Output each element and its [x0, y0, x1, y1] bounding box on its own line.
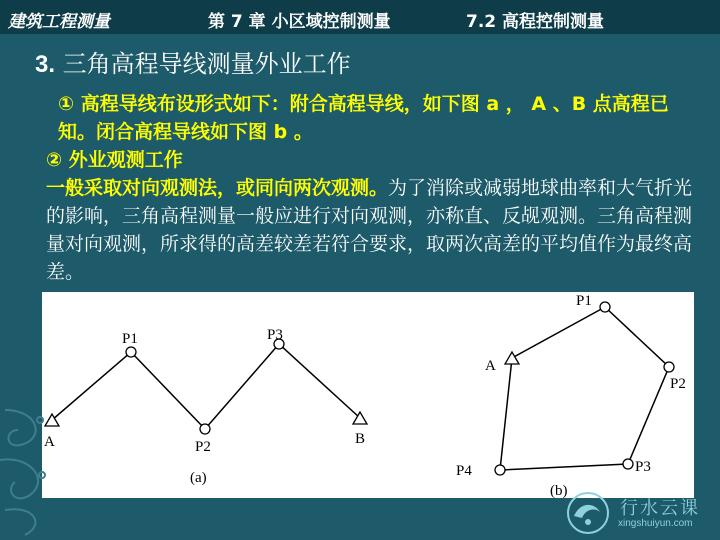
- traverse-diagram: [42, 292, 694, 498]
- decorative-swirl-icon: [0, 400, 60, 540]
- label-b-a: A: [485, 358, 496, 374]
- point-p2-circle: [200, 424, 210, 434]
- observation-explanation: 为了消除或减弱地球曲率和大气折光的影响，三角高程测量一般应进行对向观测，亦称直、反觇观测。三角高程测量对向观测，所求得的高差较差若符合要求，取两次高差的平均值作为最终高差。: [46, 177, 693, 283]
- label-p1: P1: [122, 331, 138, 347]
- figure-a-caption: (a): [190, 470, 207, 486]
- label-b-p3: P3: [635, 459, 651, 475]
- slide-body: [46, 90, 701, 286]
- label-p3: P3: [267, 327, 283, 343]
- item-layout-forms: ① 高程导线布设形式如下：附合高程导线，如下图 a ， A 、B 点高程已知。闭合高程导线如下图 b 。: [58, 93, 669, 143]
- observation-paragraph: [46, 174, 701, 286]
- slide-title-text: 三角高程导线测量外业工作: [55, 50, 351, 78]
- figure-b-traverse-line: [500, 307, 669, 470]
- watermark-url: xingshuiyun.com: [618, 518, 693, 529]
- section-title: 7.2 高程控制测量: [466, 12, 605, 32]
- course-title: 建筑工程测量: [8, 12, 110, 32]
- point-b-p2-circle: [664, 362, 674, 372]
- header-bar: [0, 0, 720, 34]
- watermark-name: 行水云课: [620, 498, 700, 519]
- label-b: B: [355, 431, 366, 447]
- figure-b: [456, 293, 686, 498]
- point-b-p3-circle: [623, 459, 633, 469]
- slide-title: [35, 44, 351, 79]
- label-a: A: [44, 434, 55, 450]
- observation-method-bold: 一般采取对向观测法，或同向两次观测。: [46, 177, 389, 199]
- figure-a-traverse-line: [52, 344, 360, 429]
- label-b-p1: P1: [576, 293, 592, 309]
- label-b-p4: P4: [456, 463, 472, 479]
- point-b-a-triangle-icon: [505, 352, 519, 364]
- label-b-p2: P2: [670, 376, 686, 392]
- figure-b-caption: (b): [550, 483, 568, 498]
- chapter-title: 第 7 章 小区域控制测量: [208, 12, 391, 32]
- watermark: [558, 490, 718, 536]
- point-p1-circle: [126, 347, 136, 357]
- slide-title-number: 3.: [35, 51, 56, 78]
- item-field-observation: ② 外业观测工作: [46, 149, 183, 171]
- point-b-p1-circle: [600, 302, 610, 312]
- point-b-p4-circle: [495, 465, 505, 475]
- label-p2: P2: [195, 439, 211, 455]
- watermark-logo-icon: [562, 490, 618, 536]
- figure-a: [44, 327, 367, 486]
